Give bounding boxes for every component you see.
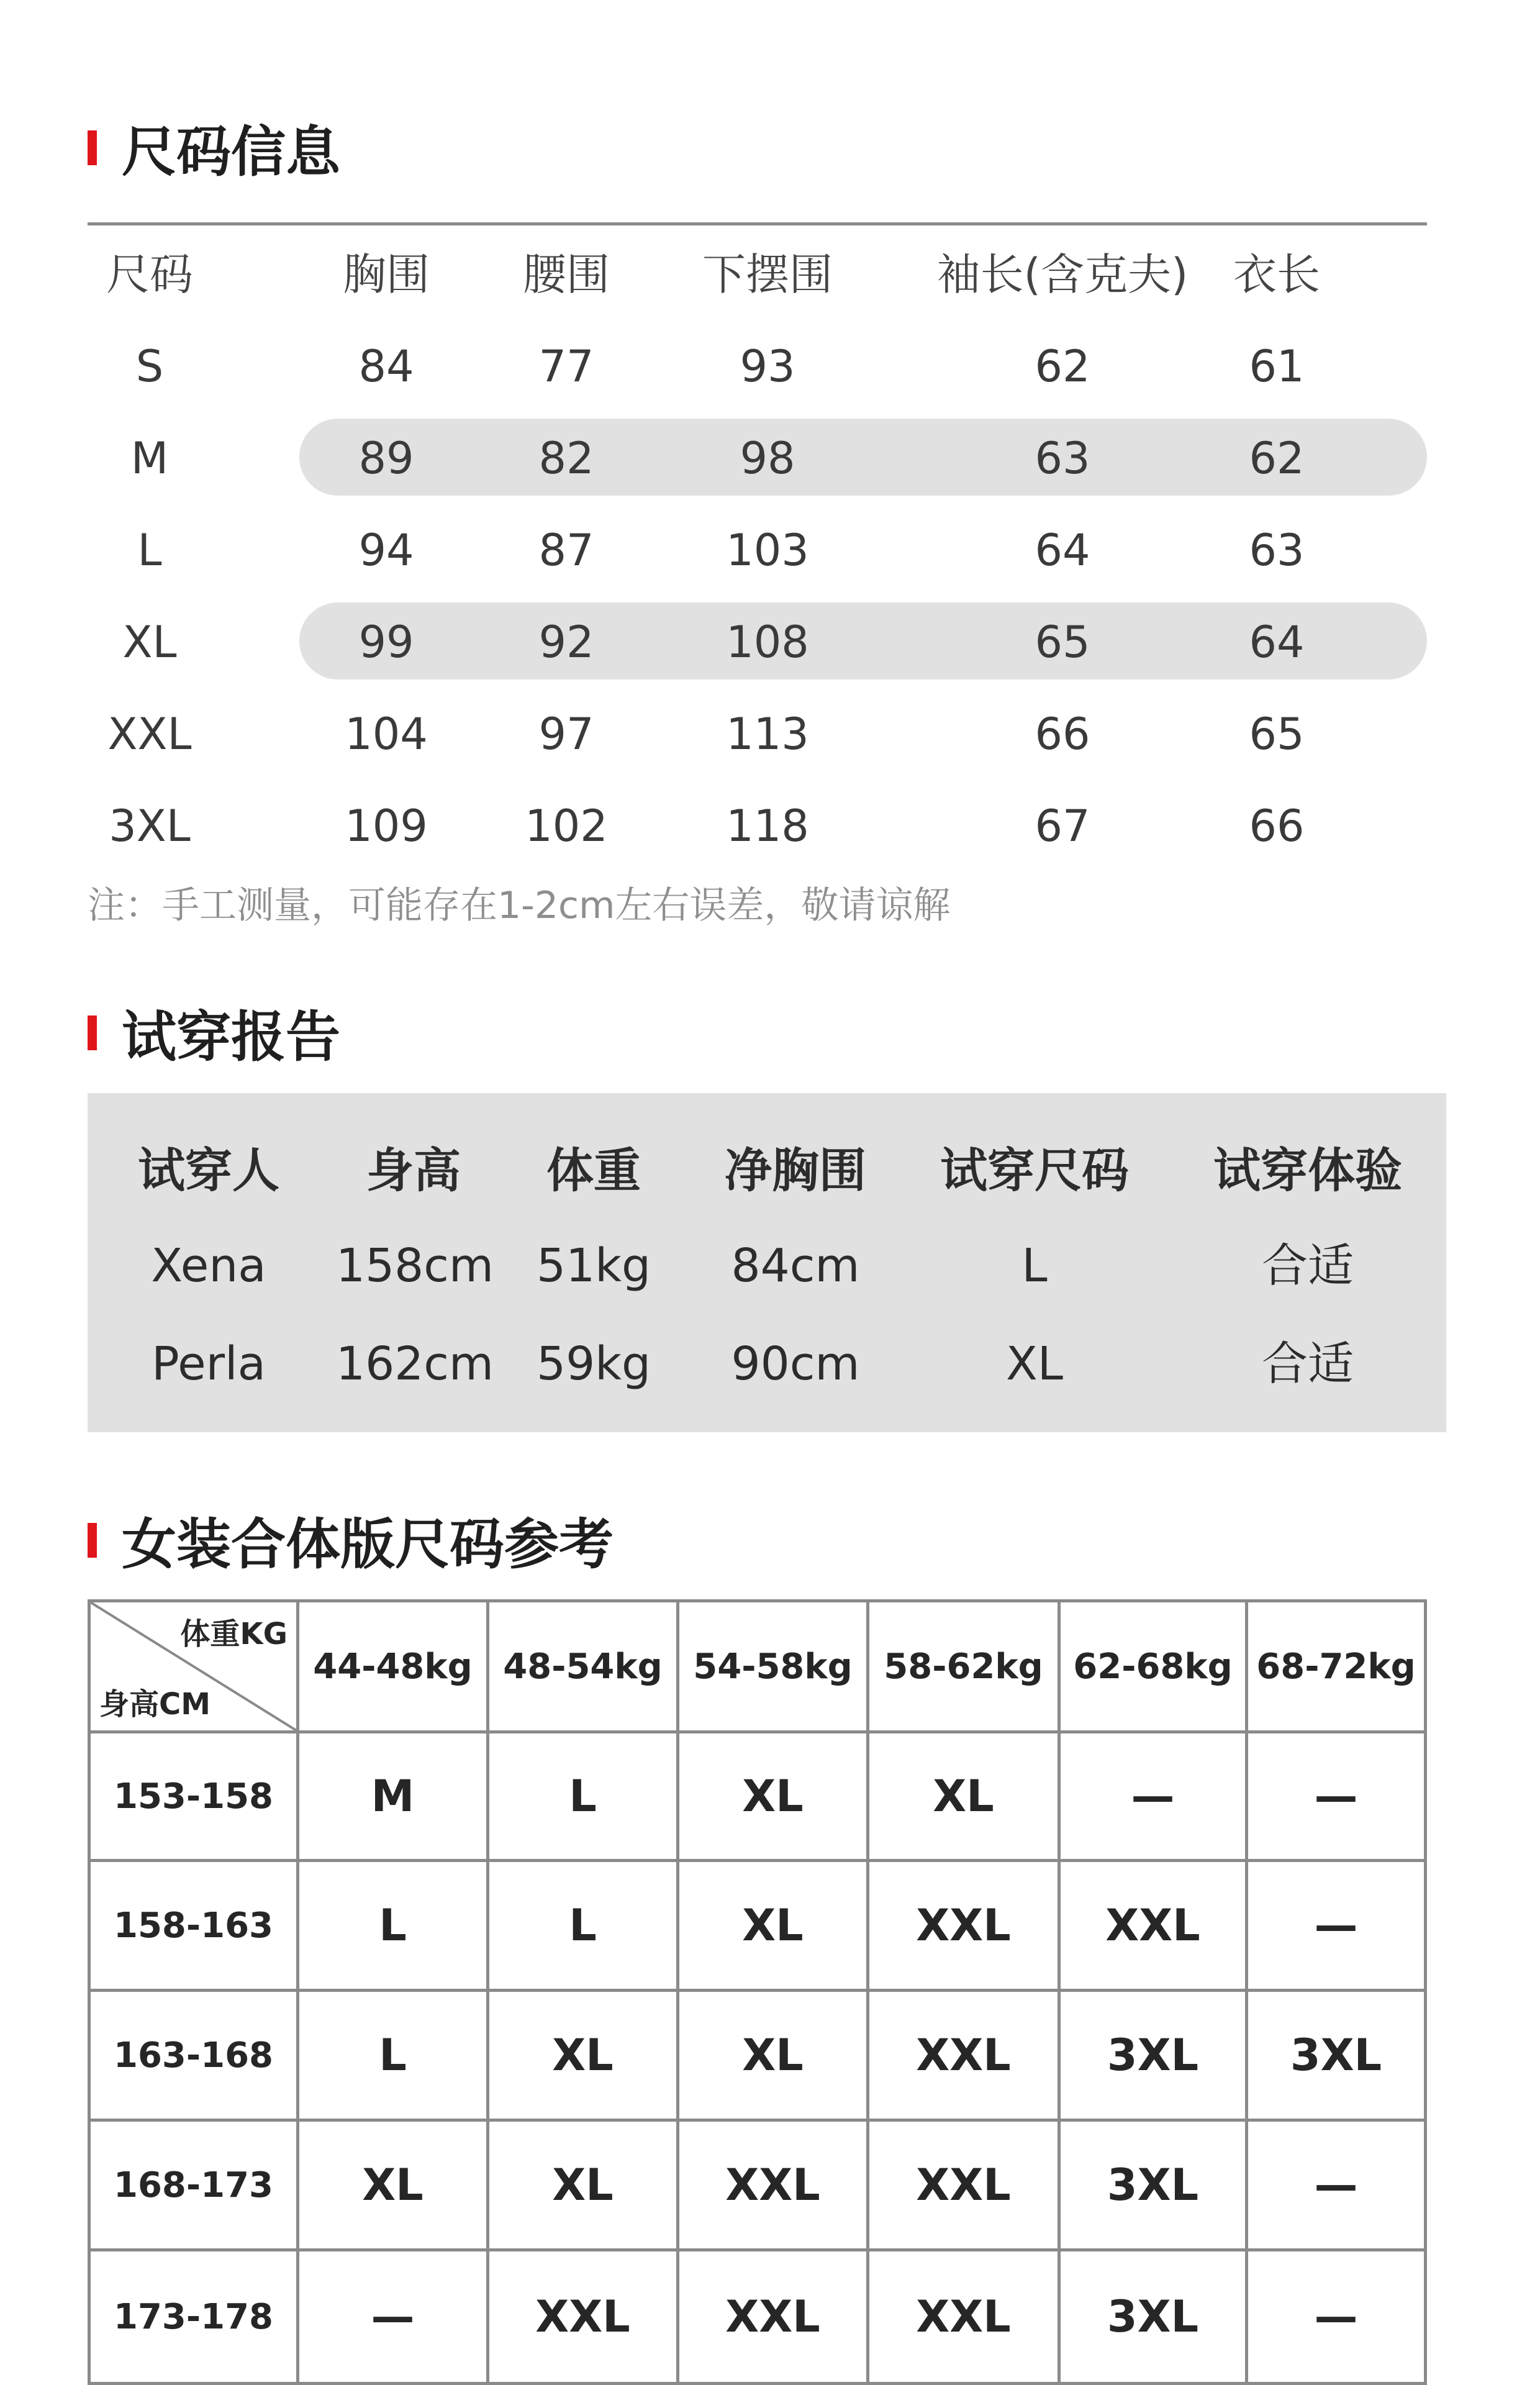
size-table-header xyxy=(88,229,1427,309)
table-cell: 98 xyxy=(740,433,795,484)
table-row xyxy=(88,412,1427,493)
size-cell: — xyxy=(299,2251,489,2385)
header-cell: 试穿尺码 xyxy=(940,1143,1129,1198)
table-cell: 63 xyxy=(1249,525,1305,576)
table-cell: 62 xyxy=(1249,433,1305,484)
table-cell: 102 xyxy=(525,801,608,852)
table-cell: 103 xyxy=(726,525,809,576)
size-cell: XL xyxy=(489,1992,679,2122)
weight-header: 62-68kg xyxy=(1061,1602,1248,1733)
table-row xyxy=(88,688,1427,769)
table-cell: 59kg xyxy=(537,1337,651,1391)
header-cell: 净胸围 xyxy=(725,1143,866,1198)
corner-height-label: 身高CM xyxy=(99,1687,211,1722)
weight-header: 58-62kg xyxy=(869,1602,1061,1733)
table-row xyxy=(88,1317,1446,1411)
height-header: 168-173 xyxy=(91,2122,299,2251)
table-cell: 94 xyxy=(358,525,414,576)
table-cell: 66 xyxy=(1249,801,1305,852)
size-cell: XXL xyxy=(869,2251,1061,2385)
table-row xyxy=(88,780,1427,861)
table-cell: Xena xyxy=(151,1239,266,1292)
corner-weight-label: 体重KG xyxy=(180,1617,288,1651)
header-cell: 袖长(含克夫) xyxy=(936,249,1189,300)
table-cell: 82 xyxy=(538,433,594,484)
size-cell: XL xyxy=(869,1733,1061,1862)
table-cell: XL xyxy=(122,617,177,668)
height-header: 158-163 xyxy=(91,1862,299,1992)
size-cell: XXL xyxy=(679,2122,869,2251)
size-cell: XXL xyxy=(489,2251,679,2385)
header-cell: 下摆围 xyxy=(702,249,833,300)
size-cell: L xyxy=(299,1992,489,2122)
table-cell: 162cm xyxy=(336,1337,494,1391)
table-cell: 90cm xyxy=(731,1337,860,1391)
table-cell: 109 xyxy=(345,801,428,852)
header-cell: 身高 xyxy=(366,1143,461,1198)
table-cell: 87 xyxy=(538,525,594,576)
report-header xyxy=(88,1124,1446,1217)
table-top-rule xyxy=(88,222,1427,225)
table-cell: L xyxy=(137,525,162,576)
table-cell: M xyxy=(130,433,169,484)
table-cell: 84cm xyxy=(731,1239,860,1292)
size-cell: L xyxy=(299,1862,489,1992)
table-cell: 63 xyxy=(1035,433,1090,484)
size-cell: XXL xyxy=(869,1992,1061,2122)
size-cell: XL xyxy=(679,1862,869,1992)
table-cell: S xyxy=(135,341,164,392)
table-cell: 65 xyxy=(1249,709,1305,760)
table-cell: L xyxy=(1021,1239,1048,1292)
table-cell: 64 xyxy=(1035,525,1090,576)
size-cell: XL xyxy=(679,1733,869,1862)
tryon-report-title: 试穿报告 xyxy=(88,996,340,1070)
table-cell: 118 xyxy=(726,801,809,852)
size-cell: XL xyxy=(299,2122,489,2251)
table-cell: 合适 xyxy=(1262,1239,1354,1292)
header-cell: 试穿体验 xyxy=(1213,1143,1402,1198)
table-cell: 113 xyxy=(726,709,809,760)
title-accent-bar xyxy=(88,1015,97,1050)
size-cell: 3XL xyxy=(1061,1992,1248,2122)
table-cell: XL xyxy=(1006,1337,1063,1391)
size-cell: 3XL xyxy=(1248,1992,1427,2122)
height-header: 153-158 xyxy=(91,1733,299,1862)
table-cell: 93 xyxy=(740,341,795,392)
weight-header: 68-72kg xyxy=(1248,1602,1427,1733)
table-cell: 158cm xyxy=(336,1239,494,1292)
title-accent-bar xyxy=(88,1523,97,1558)
table-cell: 62 xyxy=(1035,341,1090,392)
table-cell: 合适 xyxy=(1262,1337,1354,1391)
table-row xyxy=(88,1219,1446,1312)
header-cell: 衣长 xyxy=(1233,249,1320,300)
table-cell: XXL xyxy=(107,709,192,760)
table-row xyxy=(88,320,1427,401)
size-cell: — xyxy=(1248,1733,1427,1862)
reference-title: 女装合体版尺码参考 xyxy=(88,1503,614,1578)
header-cell: 尺码 xyxy=(106,249,193,300)
size-cell: L xyxy=(489,1862,679,1992)
table-cell: Perla xyxy=(152,1337,266,1391)
header-cell: 胸围 xyxy=(343,249,430,300)
size-cell: — xyxy=(1248,2251,1427,2385)
table-cell: 66 xyxy=(1035,709,1090,760)
table-cell: 61 xyxy=(1249,341,1305,392)
table-cell: 99 xyxy=(358,617,414,668)
title-accent-bar xyxy=(88,130,97,165)
table-row xyxy=(88,504,1427,585)
size-cell: — xyxy=(1061,1733,1248,1862)
table-cell: 108 xyxy=(726,617,809,668)
table-cell: 3XL xyxy=(109,801,191,852)
size-cell: XXL xyxy=(869,2122,1061,2251)
table-cell: 89 xyxy=(358,433,414,484)
size-cell: M xyxy=(299,1733,489,1862)
grid-corner-cell xyxy=(91,1602,299,1733)
table-cell: 64 xyxy=(1249,617,1305,668)
weight-header: 44-48kg xyxy=(299,1602,489,1733)
table-cell: 97 xyxy=(538,709,594,760)
table-cell: 92 xyxy=(538,617,594,668)
table-cell: 84 xyxy=(358,341,414,392)
table-cell: 67 xyxy=(1035,801,1090,852)
tryon-report-table xyxy=(88,1093,1446,1432)
size-cell: 3XL xyxy=(1061,2122,1248,2251)
size-cell: — xyxy=(1248,1862,1427,1992)
table-cell: 77 xyxy=(538,341,594,392)
height-header: 173-178 xyxy=(91,2251,299,2385)
header-cell: 试穿人 xyxy=(138,1143,279,1198)
size-cell: XXL xyxy=(679,2251,869,2385)
size-cell: XL xyxy=(489,2122,679,2251)
size-info-title: 尺码信息 xyxy=(88,111,340,185)
table-cell: 51kg xyxy=(537,1239,651,1292)
size-cell: XXL xyxy=(869,1862,1061,1992)
table-cell: 65 xyxy=(1035,617,1090,668)
size-reference-grid xyxy=(88,1599,1427,2385)
size-cell: XL xyxy=(679,1992,869,2122)
size-cell: — xyxy=(1248,2122,1427,2251)
size-cell: L xyxy=(489,1733,679,1862)
table-row xyxy=(88,596,1427,677)
measurement-note: 注：手工测量，可能存在1-2cm左右误差，敬请谅解 xyxy=(88,884,951,927)
size-cell: 3XL xyxy=(1061,2251,1248,2385)
height-header: 163-168 xyxy=(91,1992,299,2122)
weight-header: 54-58kg xyxy=(679,1602,869,1733)
weight-header: 48-54kg xyxy=(489,1602,679,1733)
header-cell: 体重 xyxy=(546,1143,641,1198)
table-cell: 104 xyxy=(345,709,428,760)
header-cell: 腰围 xyxy=(523,249,610,300)
size-cell: XXL xyxy=(1061,1862,1248,1992)
